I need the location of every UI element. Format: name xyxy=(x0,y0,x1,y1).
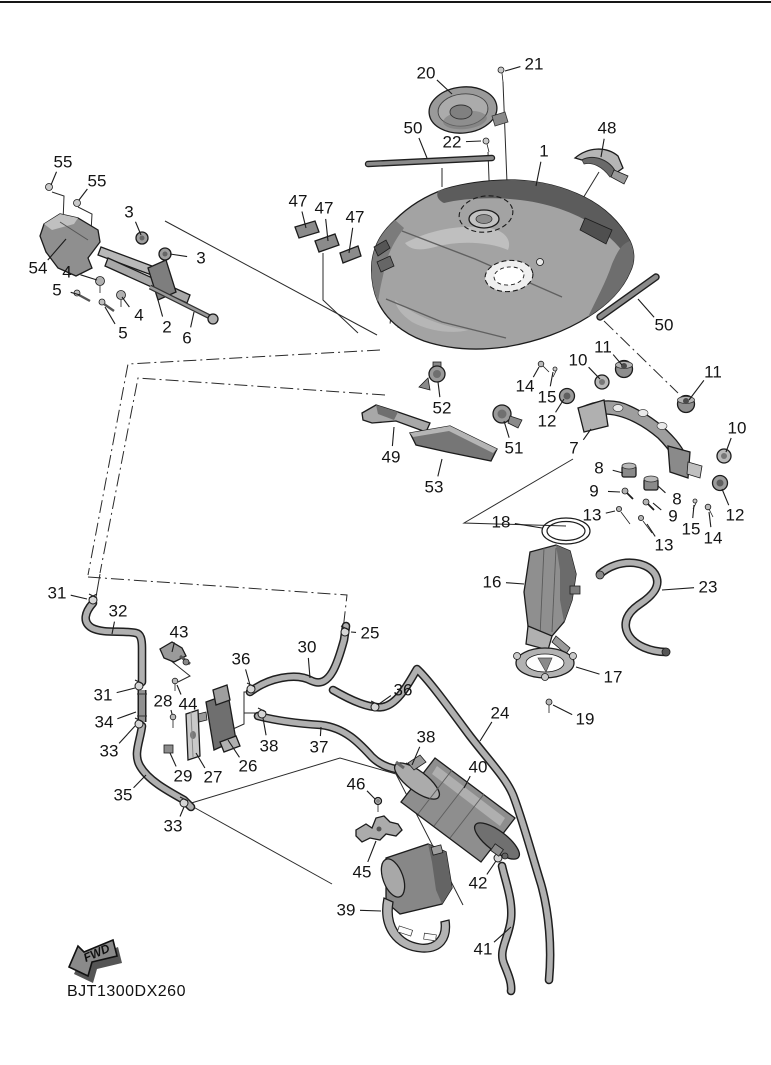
callout-50 xyxy=(404,119,427,159)
callout-number: 27 xyxy=(203,767,223,787)
callout-17 xyxy=(576,667,622,687)
callout-number: 49 xyxy=(381,447,401,467)
leader-line xyxy=(419,138,427,158)
leader-line xyxy=(170,753,176,766)
callout-31 xyxy=(94,686,135,705)
callout-number: 33 xyxy=(163,816,183,836)
callout-number: 16 xyxy=(482,572,502,592)
hose-37 xyxy=(258,716,406,770)
callout-number: 18 xyxy=(491,512,511,532)
leader-line xyxy=(487,861,496,874)
callout-number: 41 xyxy=(473,939,493,959)
leader-line xyxy=(515,524,542,528)
bolt-9b xyxy=(643,499,654,510)
callout-number: 14 xyxy=(515,376,535,396)
clip-15a xyxy=(553,367,557,377)
leader-line xyxy=(117,712,136,719)
leader-line xyxy=(556,399,564,412)
callout-number: 48 xyxy=(597,118,617,138)
callout-number: 42 xyxy=(468,873,488,893)
fitting-43 xyxy=(160,642,190,665)
leader-line xyxy=(662,588,694,590)
callout-number: 3 xyxy=(196,248,206,268)
leader-line xyxy=(438,459,442,476)
callout-number: 50 xyxy=(403,118,423,138)
callout-27 xyxy=(196,753,222,787)
callout-49 xyxy=(382,427,401,467)
leader-line xyxy=(608,491,620,492)
callout-13 xyxy=(647,524,673,555)
callout-number: 39 xyxy=(336,900,356,920)
callout-55 xyxy=(51,153,72,186)
callout-number: 53 xyxy=(424,477,444,497)
callout-36 xyxy=(232,650,251,686)
callout-11 xyxy=(689,363,722,401)
callout-number: 31 xyxy=(93,685,113,705)
leader-line xyxy=(638,299,654,317)
screw-55b xyxy=(74,200,81,207)
callout-23 xyxy=(662,578,717,597)
leader-line xyxy=(180,807,184,816)
callout-3 xyxy=(170,249,206,268)
callout-number: 43 xyxy=(169,622,189,642)
fuel-hose-23 xyxy=(596,563,670,656)
callout-19 xyxy=(553,705,594,729)
leader-line xyxy=(368,841,376,862)
callout-number: 30 xyxy=(297,637,317,657)
bolt-9a xyxy=(622,488,633,499)
callout-31 xyxy=(48,584,87,603)
screw-28 xyxy=(170,714,176,728)
grommet-11b xyxy=(678,396,695,413)
callout-number: 47 xyxy=(288,191,308,211)
callout-number: 1 xyxy=(539,141,549,161)
callout-28 xyxy=(154,692,173,715)
callout-55 xyxy=(79,172,106,201)
screw-19 xyxy=(546,699,552,713)
strip-49 xyxy=(362,405,430,432)
callout-20 xyxy=(417,64,452,95)
callout-number: 40 xyxy=(468,757,488,777)
rollover-valve-26 xyxy=(198,685,240,752)
callout-7 xyxy=(569,429,591,458)
fwd-label: FWD xyxy=(81,941,112,965)
damper-3a xyxy=(136,232,148,244)
callout-number: 52 xyxy=(432,398,452,418)
callout-4 xyxy=(122,297,144,325)
leader-line xyxy=(653,503,661,510)
callout-number: 15 xyxy=(537,387,557,407)
fwd-arrow xyxy=(69,940,122,983)
callout-46 xyxy=(347,775,375,800)
callout-18 xyxy=(492,513,542,532)
callout-30 xyxy=(298,638,317,679)
tank-bolt xyxy=(537,259,544,266)
callout-number: 26 xyxy=(238,756,258,776)
callout-number: 13 xyxy=(582,505,602,525)
leader-line xyxy=(122,297,129,307)
leader-line xyxy=(606,511,615,513)
leader-line xyxy=(158,300,163,317)
leader-line xyxy=(171,710,172,714)
callout-1 xyxy=(536,142,549,187)
callout-number: 45 xyxy=(352,862,372,882)
callout-25 xyxy=(351,624,379,643)
bracket-45 xyxy=(356,816,402,842)
callout-53 xyxy=(425,459,444,497)
callout-12 xyxy=(722,489,744,525)
fuel-tank xyxy=(372,180,634,349)
nut-12a xyxy=(560,389,575,404)
grommet-51 xyxy=(493,405,522,428)
leader-line xyxy=(191,312,194,327)
callout-52 xyxy=(433,382,452,418)
callout-51 xyxy=(504,421,523,458)
callout-number: 32 xyxy=(108,601,128,621)
screw-5a xyxy=(74,290,90,301)
callout-number: 13 xyxy=(654,535,674,555)
callout-number: 4 xyxy=(134,305,144,325)
callout-number: 12 xyxy=(537,411,557,431)
callout-number: 4 xyxy=(62,262,72,282)
nut-12b xyxy=(713,476,728,491)
cap-screw-22 xyxy=(483,138,489,152)
clamp-38a xyxy=(258,708,266,718)
callout-34 xyxy=(95,712,136,732)
grommet-8b xyxy=(644,476,658,490)
leader-line xyxy=(722,489,729,505)
callout-number: 23 xyxy=(698,577,718,597)
leader-line xyxy=(506,583,524,584)
callout-number: 12 xyxy=(725,505,745,525)
screw-44 xyxy=(172,678,178,691)
leader-line xyxy=(79,189,87,200)
callout-number: 5 xyxy=(52,280,62,300)
leader-line xyxy=(51,172,57,185)
leader-line xyxy=(658,486,665,493)
callout-number: 35 xyxy=(113,785,133,805)
leader-line xyxy=(81,275,97,280)
leader-line xyxy=(367,791,375,799)
callout-number: 8 xyxy=(594,458,604,478)
callout-24 xyxy=(480,704,509,742)
callout-14 xyxy=(516,367,539,396)
canister-40 xyxy=(389,755,524,865)
fuel-cap xyxy=(427,84,508,137)
leader-line xyxy=(177,685,181,694)
callout-number: 46 xyxy=(346,774,366,794)
callout-47 xyxy=(315,199,334,242)
callout-number: 31 xyxy=(47,583,67,603)
callout-number: 11 xyxy=(594,337,612,357)
callout-number: 7 xyxy=(569,438,579,458)
callout-14 xyxy=(704,512,723,548)
callout-number: 15 xyxy=(681,519,701,539)
leader-line xyxy=(553,705,572,715)
callout-number: 50 xyxy=(654,315,674,335)
callout-15 xyxy=(538,372,557,407)
callout-number: 9 xyxy=(668,506,678,526)
callout-number: 20 xyxy=(416,63,436,83)
callout-33 xyxy=(164,807,184,836)
leader-line xyxy=(709,512,711,527)
cap-screw-21 xyxy=(498,67,504,82)
callout-number: 3 xyxy=(124,202,134,222)
callout-number: 19 xyxy=(575,709,595,729)
callout-22 xyxy=(443,133,481,152)
callout-number: 34 xyxy=(94,712,114,732)
callout-number: 21 xyxy=(524,54,544,74)
pump-plate-17 xyxy=(514,648,577,681)
hose-30 xyxy=(250,626,346,692)
leader-line xyxy=(360,910,381,911)
callout-11 xyxy=(594,338,622,366)
leader-line xyxy=(117,688,135,693)
trim-rod-upper xyxy=(368,158,492,164)
leader-line xyxy=(550,372,553,386)
callout-15 xyxy=(682,505,701,539)
callout-number: 51 xyxy=(504,438,524,458)
callout-13 xyxy=(583,506,615,525)
callout-number: 11 xyxy=(704,362,722,382)
callout-6 xyxy=(182,312,194,348)
callout-39 xyxy=(337,901,381,920)
leader-line xyxy=(589,367,600,379)
callout-number: 22 xyxy=(442,132,462,152)
leader-line xyxy=(466,141,481,142)
screw-13a xyxy=(616,506,630,524)
callout-number: 47 xyxy=(345,207,365,227)
bolt-4b xyxy=(117,291,126,308)
screw-46 xyxy=(375,798,382,813)
pump-and-strap-39 xyxy=(377,844,452,952)
nut-10a xyxy=(595,375,609,389)
leader-line xyxy=(438,382,440,397)
leader-line xyxy=(505,67,520,71)
top-rule xyxy=(0,1,771,3)
callout-16 xyxy=(483,573,524,592)
fuel-pump-16 xyxy=(524,545,580,654)
callout-9 xyxy=(653,503,678,526)
callout-47 xyxy=(346,208,365,254)
callout-37 xyxy=(310,727,329,757)
callout-number: 6 xyxy=(182,328,192,348)
screw-14a xyxy=(538,361,549,372)
callout-number: 9 xyxy=(589,481,599,501)
callout-9 xyxy=(589,482,620,501)
callout-10 xyxy=(726,419,746,453)
grommet-11a xyxy=(616,361,633,378)
nut-10b xyxy=(717,449,731,463)
leader-line xyxy=(246,669,250,685)
callout-number: 17 xyxy=(603,667,623,687)
callout-number: 44 xyxy=(178,694,198,714)
callout-3 xyxy=(124,203,141,236)
callout-number: 24 xyxy=(490,703,510,723)
callout-47 xyxy=(289,192,308,229)
leader-line xyxy=(170,254,187,257)
leader-line xyxy=(134,775,146,788)
leader-line xyxy=(693,505,694,518)
joint-pipe-34 xyxy=(137,690,147,722)
screw-13b xyxy=(638,515,652,533)
bolt-4a xyxy=(96,277,105,294)
diagram-code: BJT1300DX260 xyxy=(67,983,186,1000)
callout-number: 10 xyxy=(568,350,588,370)
callout-21 xyxy=(505,55,543,74)
callout-number: 28 xyxy=(153,691,173,711)
damper-3b xyxy=(159,248,171,260)
callout-50 xyxy=(638,299,673,335)
callout-45 xyxy=(353,841,376,882)
nut-29 xyxy=(164,745,173,753)
bracket-27 xyxy=(186,710,200,760)
callout-number: 10 xyxy=(727,418,747,438)
callout-5 xyxy=(105,307,128,343)
leader-line xyxy=(689,380,704,400)
leader-line xyxy=(119,726,135,743)
leader-line xyxy=(576,667,599,674)
leader-line xyxy=(320,727,321,736)
sheet-53 xyxy=(410,426,497,461)
callout-number: 38 xyxy=(259,736,279,756)
callout-number: 2 xyxy=(162,317,172,337)
callout-number: 29 xyxy=(173,766,193,786)
callout-44 xyxy=(177,685,197,714)
callout-number: 25 xyxy=(360,623,380,643)
callout-number: 54 xyxy=(28,258,48,278)
callout-number: 36 xyxy=(393,680,413,700)
callout-number: 36 xyxy=(231,649,251,669)
callout-number: 8 xyxy=(672,489,682,509)
callout-42 xyxy=(469,861,496,893)
callout-number: 14 xyxy=(703,528,723,548)
callout-number: 55 xyxy=(53,152,73,172)
callout-number: 37 xyxy=(309,737,329,757)
grommet-52 xyxy=(419,362,445,390)
callout-number: 47 xyxy=(314,198,334,218)
callout-8 xyxy=(658,486,682,509)
callout-8 xyxy=(594,459,623,478)
leader-line xyxy=(71,595,87,599)
callout-2 xyxy=(158,300,172,337)
leader-line xyxy=(480,722,492,741)
callout-number: 38 xyxy=(416,727,436,747)
callout-number: 5 xyxy=(118,323,128,343)
callout-number: 33 xyxy=(99,741,119,761)
callout-35 xyxy=(114,775,146,805)
leader-line xyxy=(392,427,394,446)
callout-number: 55 xyxy=(87,171,107,191)
grommet-8a xyxy=(622,463,636,477)
